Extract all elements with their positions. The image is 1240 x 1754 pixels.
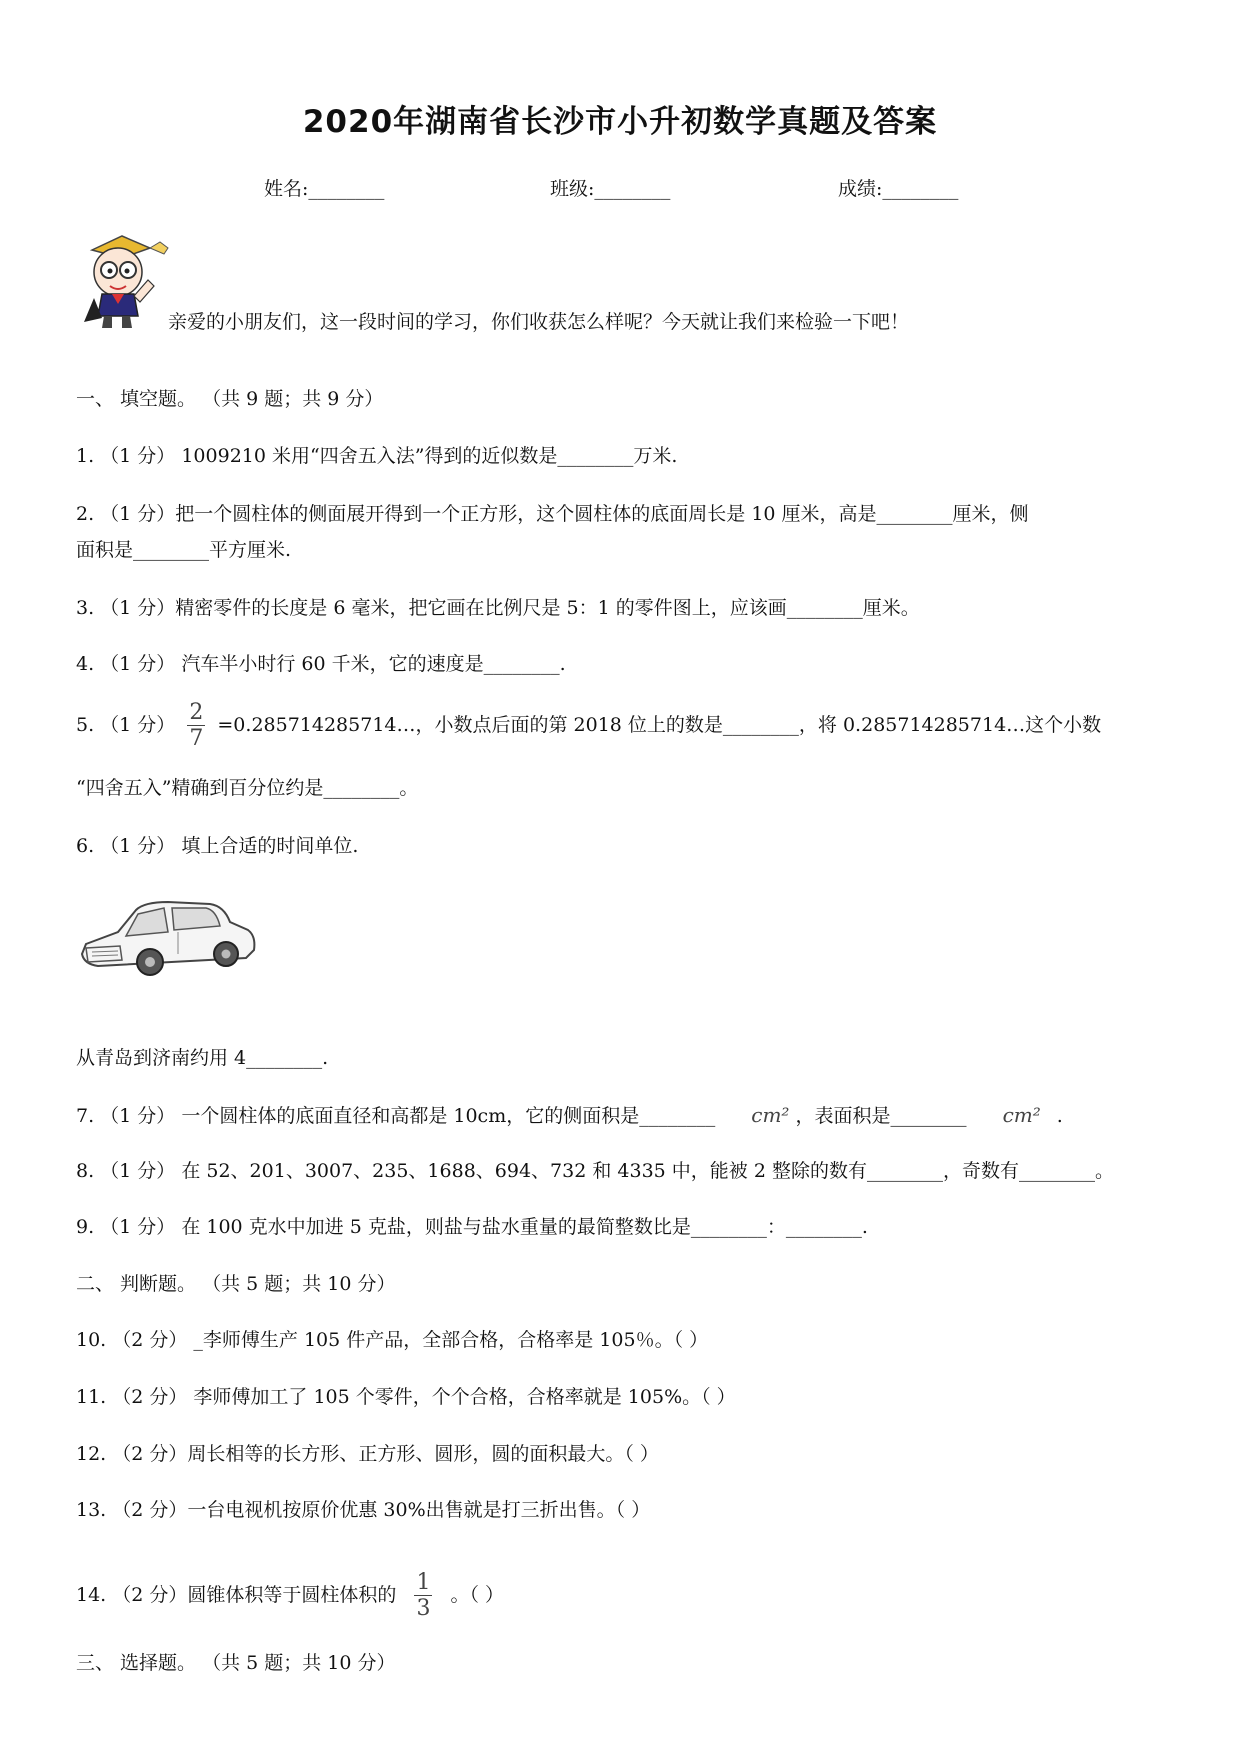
- question-2-line2: 面积是________平方厘米.: [76, 539, 292, 561]
- question-7-part-a: 7. （1 分） 一个圆柱体的底面直径和高都是 10cm，它的侧面积是________: [76, 1105, 716, 1127]
- name-field: 姓名:________: [264, 178, 385, 200]
- question-11: 11. （2 分） 李师傅加工了 105 个零件，个个合格，合格率就是 105%。（ ）: [76, 1386, 736, 1408]
- fraction-numerator: 2: [189, 700, 204, 725]
- question-14-prefix: 14. （2 分）圆锥体积等于圆柱体积的: [76, 1584, 397, 1606]
- question-6-answer: 从青岛到济南约用 4________.: [76, 1047, 329, 1069]
- question-10: 10. （2 分） _李师傅生产 105 件产品，全部合格，合格率是 105％。（ ）: [76, 1329, 709, 1351]
- greeting-text: 亲爱的小朋友们，这一段时间的学习，你们收获怎么样呢？今天就让我们来检验一下吧！: [168, 311, 910, 333]
- car-illustration: [78, 892, 260, 984]
- score-field: 成绩:________: [838, 178, 959, 200]
- fraction-two-sevenths: [187, 702, 205, 750]
- question-9: 9. （1 分） 在 100 克水中加进 5 克盐，则盐与盐水重量的最简整数比是________：________.: [76, 1216, 868, 1238]
- question-14: [76, 1572, 504, 1620]
- fraction-one-third: [414, 1572, 432, 1620]
- fraction-denominator: 7: [189, 726, 204, 751]
- question-6: 6. （1 分） 填上合适的时间单位.: [76, 835, 359, 857]
- cartoon-doctor-illustration: [72, 228, 176, 330]
- question-8: 8. （1 分） 在 52、201、3007、235、1688、694、732 和 4335 中，能被 2 整除的数有________，奇数有________。: [76, 1160, 1114, 1182]
- question-4: 4. （1 分） 汽车半小时行 60 千米，它的速度是________.: [76, 653, 566, 675]
- question-14-suffix: 。（ ）: [450, 1584, 505, 1606]
- fraction-denominator: 3: [416, 1596, 431, 1621]
- question-7-end: .: [1056, 1105, 1063, 1127]
- unit-square-cm: cm²: [1002, 1103, 1041, 1127]
- question-5-prefix: 5. （1 分）: [76, 714, 176, 736]
- section-multiple-choice-heading: 三、 选择题。 （共 5 题；共 10 分）: [76, 1652, 396, 1674]
- question-5-suffix: =0.285714285714…，小数点后面的第 2018 位上的数是________，将 0.285714285714…这个小数: [217, 714, 1102, 736]
- fraction-numerator: 1: [416, 1570, 431, 1595]
- question-1: 1. （1 分） 1009210 米用“四舍五入法”得到的近似数是________万米.: [76, 445, 678, 467]
- question-5-line2: “四舍五入”精确到百分位约是________。: [76, 777, 419, 799]
- question-2-line1: 2. （1 分）把一个圆柱体的侧面展开得到一个正方形，这个圆柱体的底面周长是 10 厘米，高是________厘米，侧: [76, 503, 1029, 525]
- question-7-part-b: ，表面积是________: [795, 1105, 967, 1127]
- unit-square-cm: cm²: [751, 1103, 790, 1127]
- question-7: [76, 1103, 1063, 1128]
- question-12: 12. （2 分）周长相等的长方形、正方形、圆形，圆的面积最大。（ ）: [76, 1443, 659, 1465]
- question-13: 13. （2 分）一台电视机按原价优惠 30%出售就是打三折出售。（ ）: [76, 1499, 651, 1521]
- class-field: 班级:________: [550, 178, 671, 200]
- question-3: 3. （1 分）精密零件的长度是 6 毫米，把它画在比例尺是 5：1 的零件图上，应该画________厘米。: [76, 597, 920, 619]
- section-fill-blank-heading: 一、 填空题。 （共 9 题；共 9 分）: [76, 388, 384, 410]
- section-true-false-heading: 二、 判断题。 （共 5 题；共 10 分）: [76, 1273, 396, 1295]
- question-5-line1: [76, 702, 1101, 750]
- page-title: 2020年湖南省长沙市小升初数学真题及答案: [302, 104, 938, 140]
